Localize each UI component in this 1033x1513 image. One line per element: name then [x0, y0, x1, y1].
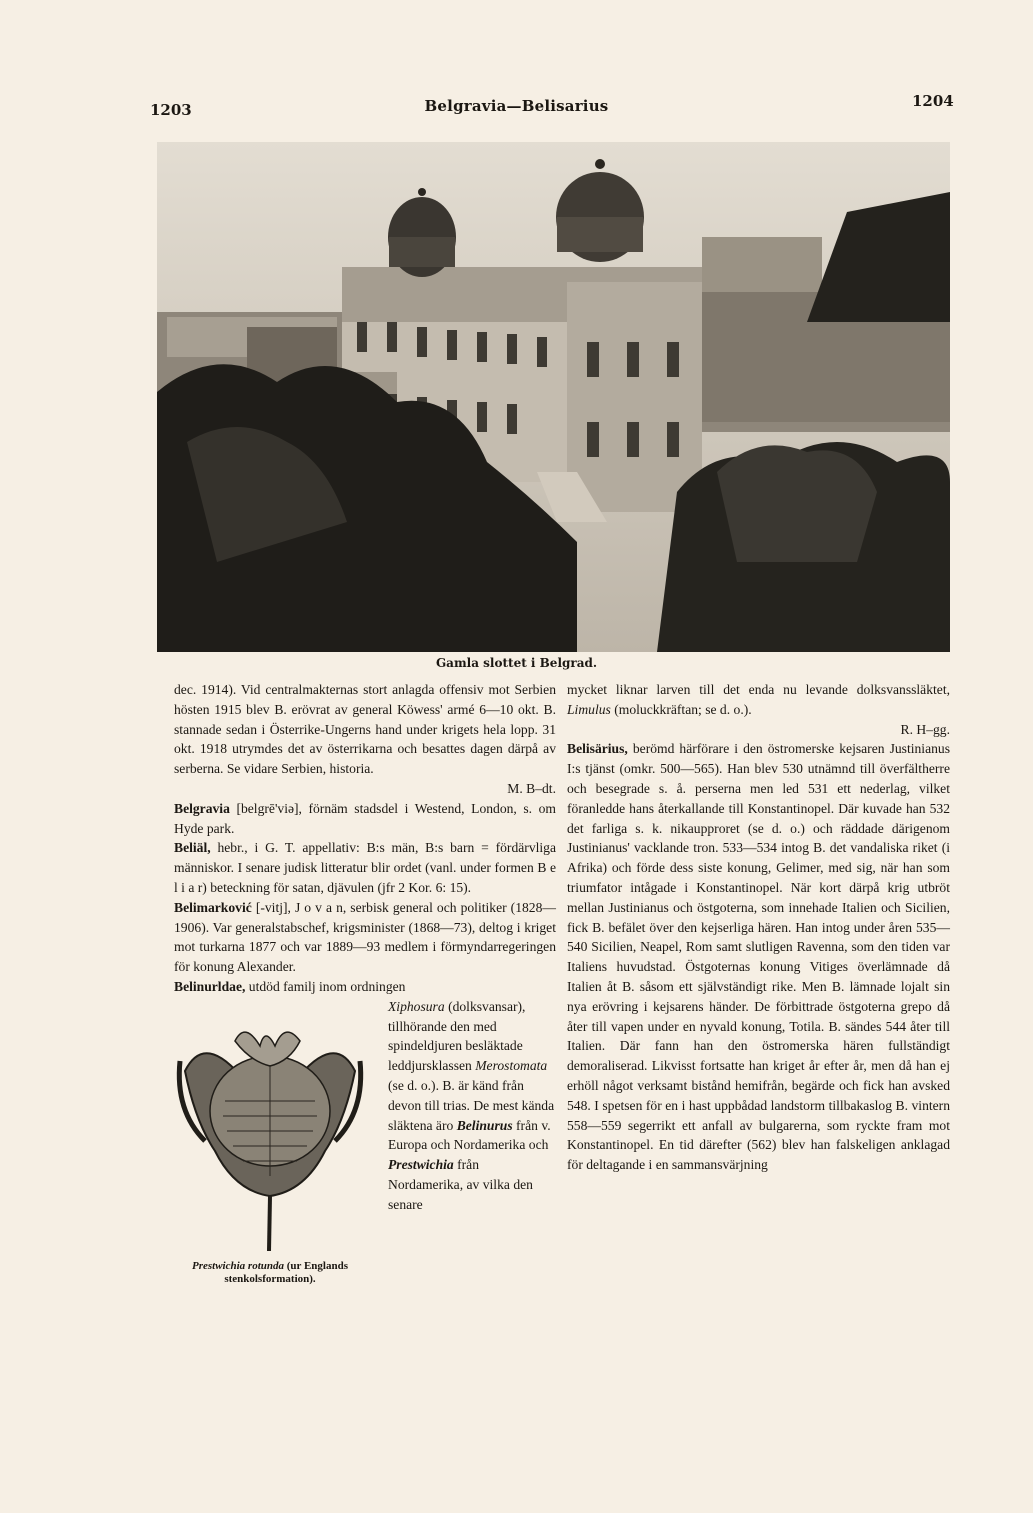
belinuridae-body — [174, 997, 556, 1285]
entry-belgrad-continued: dec. 1914). Vid centralmakternas stort anlagda offensiv mot Serbien hösten 1915 blev B. erövrat av general Köwess' armé 6—10 okt. B. stannade sedan i Österrike-Ungerns hand under krigets hela lopp. 31 okt. 1918 utrymdes det av österrikarna och besattes dagen därpå av serberna. Se vidare Serbien, historia. — [174, 682, 556, 777]
author-signature: M. B–dt. — [507, 780, 556, 796]
photo-caption: Gamla slottet i Belgrad. — [435, 656, 598, 670]
entry-belinuridae-continued: mycket liknar larven till det enda nu levande dolksvanssläktet, Limulus (moluckkräftan; se d. o.). — [567, 682, 950, 717]
right-column — [567, 680, 950, 1175]
headword: Belimarković — [174, 899, 252, 915]
running-head: Belgravia—Belisarius — [424, 97, 609, 115]
page-number-right: 1204 — [912, 92, 954, 110]
headword: Belisärius, — [567, 741, 628, 757]
entry-belgravia: Belgravia [belgrē'viə], förnäm stadsdel i Westend, London, s. om Hyde park. — [174, 800, 556, 836]
left-column — [174, 680, 556, 1293]
entry-belial: Beliäl, hebr., i G. T. appellativ: B:s män, B:s barn = fördärvliga människor. I senare judisk litteratur blir ordet (vanl. under formen B e l i a r) beteckning för satan, djävulen (jfr 2 Kor. 6: 15). — [174, 840, 556, 895]
headword: Beliäl, — [174, 840, 211, 856]
headword: Belgravia — [174, 800, 230, 816]
palace-illustration — [157, 142, 950, 652]
entry-belisarius: Belisärius, berömd härförare i den östromerske kejsaren Justinianus I:s tjänst (omkr. 500—565). Han blev 530 utnämnd till överfältherre och besegrade s. å. perserna men led 531 ett nederlag, vilket föranledde hans återkallande till Konstantinopel. Där kuvade han 532 det farliga s. k. nikaupproret (se d. o.) och räddade därigenom Justinianus' vacklande tron. 533—534 intog B. det vandaliska riket (i Afrika) och förde dess siste konung, Gelimer, med sig, när han som triumfator intågade i Konstantinopel. När kort därpå krig utbröt mellan Justinianus och östgoterna, som innehade Italien och Sicilien, fick B. befälet över den kejserliga hären. Han intog under åren 535—540 Sicilien, Neapel, Rom samt slutligen Ravenna, som den tiden var Italiens huvudstad. Östgoternas konung Vitiges överlämnade då Italien åt B. såsom ett självständigt rike. Men B. lämnade lojalt sin nya erövring i kejsarens händer. De förbittrade östgoterna grepo då åter till vapen under en nyvald konung, Totila. B. sändes 544 åter till Italien. Där fann han den östromerska hären fullständigt demoraliserad. Likvisst fortsatte han kriget år efter år, men då han ej erhöll något verksamt bistånd hemifrån, begärde och fick han avsked 548. I spetsen för en i hast uppbådad landstorm tillbakaslog B. vintern 558—559 segerrikt ett anfall av bulgarerna, som ryckte fram mot Konstantinopel. En tid därefter (562) blev han falskeligen anklagad för deltagande i en sammansvärjning — [567, 741, 950, 1173]
entry-belimarkovic: Belimarković [-vitj], J o v a n, serbisk general och politiker (1828—1906). Var generalstabschef, krigsminister (1868—73), deltog i kriget mot turkarna 1877 och var 1889—93 medlem i förmyndarregeringen för konung Alexander. — [174, 899, 556, 975]
entry-belinuridae-intro: Belinurldae, utdöd familj inom ordningen — [174, 978, 406, 994]
palace-photo — [157, 142, 950, 652]
entry-belinuridae: Xiphosura (dolksvansar), tillhörande den med spindeldjuren besläktade leddjursklassen Merostomata (se d. o.). B. är känd från devon till trias. De mest kända släktena äro Belinurus från v. Europa och Nordamerika och Prestwichia från Nordamerika, av vilka den senare — [388, 998, 555, 1212]
headword: Belinurldae, — [174, 978, 246, 994]
fossil-caption: Prestwichia rotunda (ur Englands stenkolsformation). — [192, 1259, 348, 1285]
page-number-left: 1203 — [150, 101, 192, 119]
fossil-figure — [160, 1001, 380, 1293]
author-signature: R. H–gg. — [900, 721, 950, 737]
horseshoe-crab-fossil-illustration — [165, 1001, 375, 1256]
